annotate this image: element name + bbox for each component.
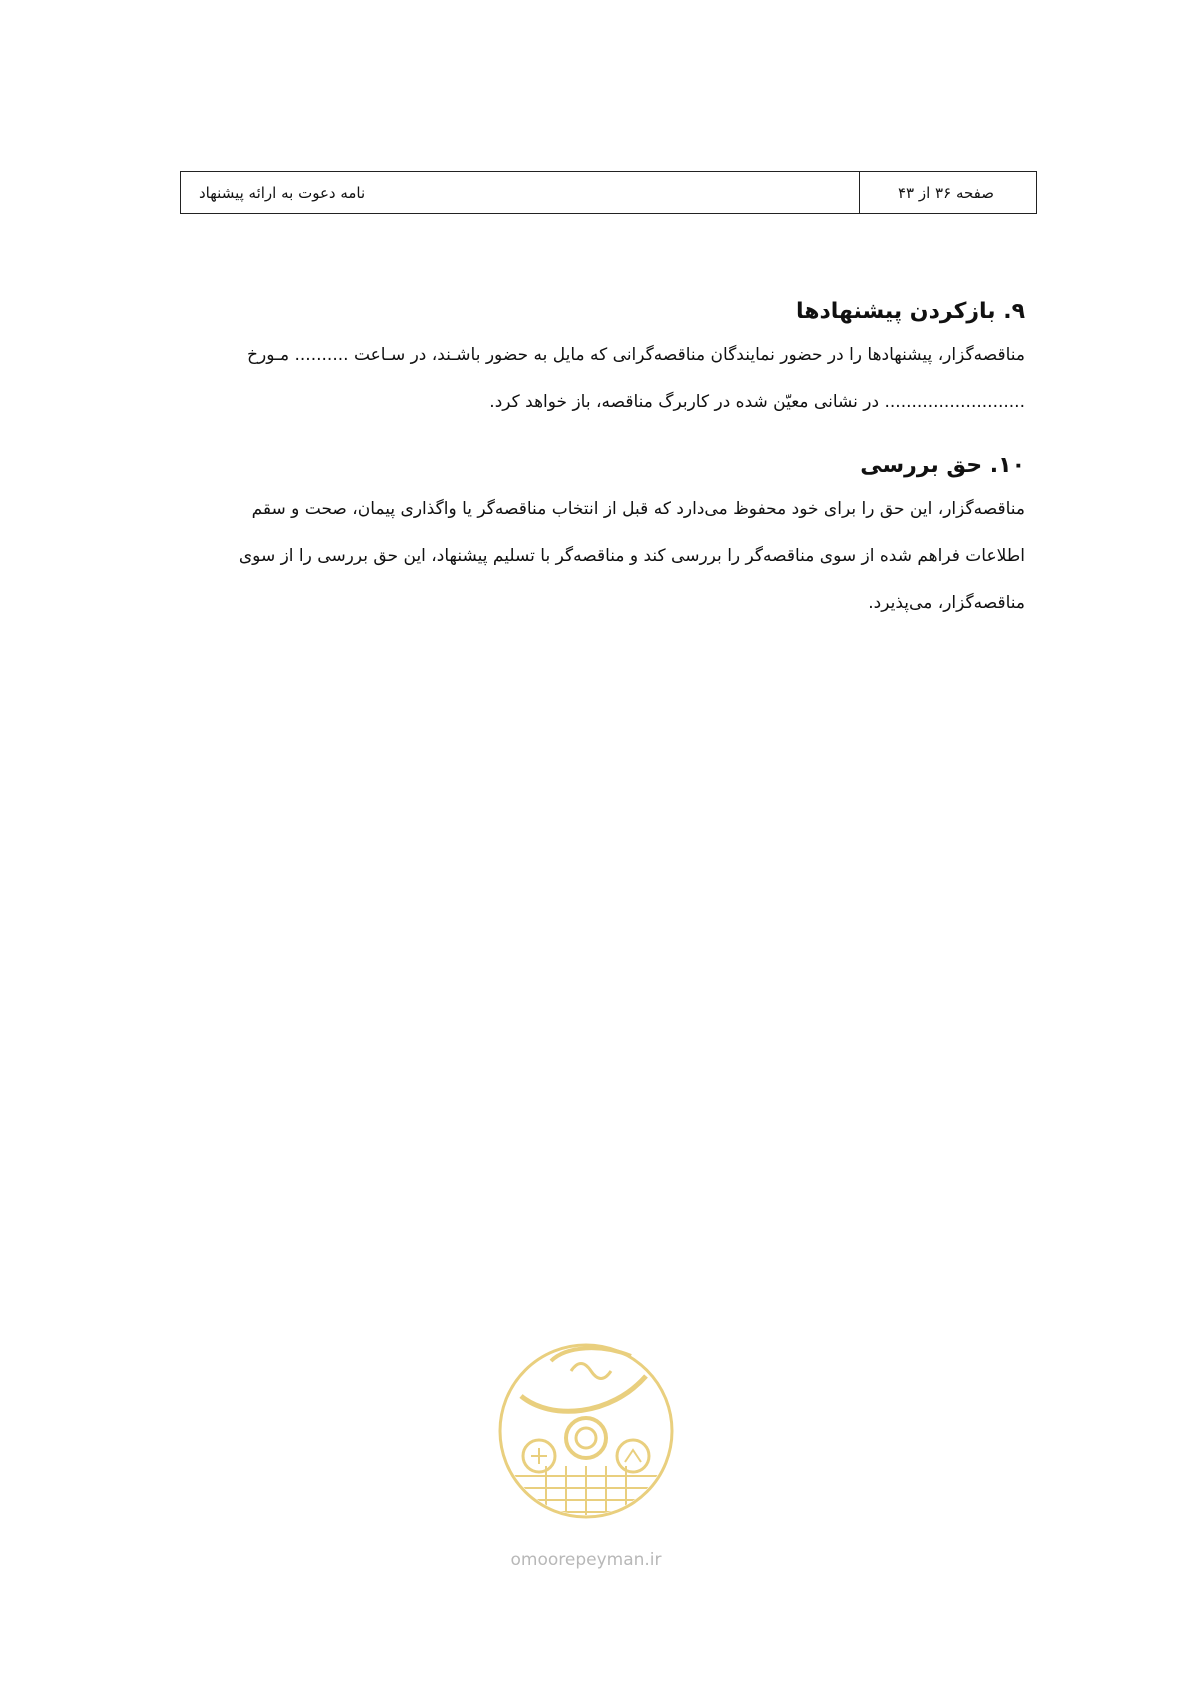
section-title-opening-bids: ۹. بازکردن پیشنهادها (795, 299, 1025, 324)
body-line: .......................... در نشانی معیّن شده در کاربرگ مناقصه، باز خواهد کرد. (489, 392, 1025, 412)
watermark-site: omoorepeyman.ir (510, 1550, 662, 1570)
document-title: نامه دعوت به ارائه پیشنهاد (199, 183, 366, 202)
body-line: مناقصه‌گزار، پیشنهادها را در حضور نمایندگان مناقصه‌گرانی که مایل به حضور باشـند، در سـاعت .......... مـورخ (247, 345, 1025, 365)
section-title-review-right: ۱۰. حق بررسی (860, 453, 1025, 478)
body-line: اطلاعات فراهم شده از سوی مناقصه‌گر را بررسی کند و مناقصه‌گر با تسلیم پیشنهاد، این حق بررسی را از سوی (238, 546, 1025, 566)
seal-emblem-icon (491, 1326, 681, 1546)
page-header (180, 171, 1037, 214)
section-body-review-right (170, 486, 1025, 627)
body-line: مناقصه‌گزار، این حق را برای خود محفوظ می‌دارد که قبل از انتخاب مناقصه‌گر یا واگذاری پیمان، صحت و سقم (251, 499, 1025, 519)
watermark-logo (491, 1326, 681, 1576)
page-number: صفحه ۳۶ از ۴۳ (859, 172, 1036, 213)
main-content (170, 292, 1025, 627)
body-line: مناقصه‌گزار، می‌پذیرد. (868, 593, 1025, 613)
section-body-opening-bids (170, 332, 1025, 426)
